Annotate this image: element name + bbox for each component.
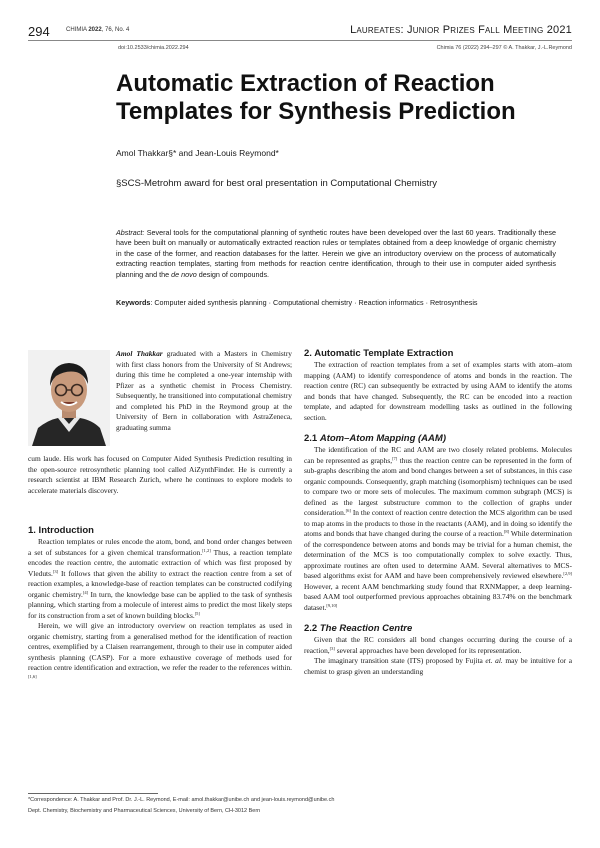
bio-text-continued: cum laude. His work has focused on Computer Aided Synthesis Prediction resulting in the open-source retrosynthetic planning tool called AiZynthFinder. He is currently a research scientist at IBM Research Zurich, where he continues to explore models to accelerate materials discovery. <box>28 454 292 495</box>
citation-ref[interactable]: [6] <box>345 508 351 513</box>
heading-template-extraction: 2. Automatic Template Extraction <box>304 348 454 359</box>
portrait-icon <box>28 350 110 446</box>
author-photo <box>28 350 110 446</box>
rc-paragraph-1: Given that the RC considers all bond changes occurring during the course of a reaction,[3] several approaches have been developed for its representation. <box>304 635 572 655</box>
bio-text: graduated with a Masters in Chemistry with first class honors from the University of St Andrews; during this time he completed a one-year internship with Pfizer as a synthetic chemist in Process Chemistry. Subsequently, he transitioned into computational chemistry and completed his PhD in the Reymond group at the University of Bern in collaboration with AstraZeneca, graduating summa <box>116 349 292 432</box>
citation-ref[interactable]: [1,2] <box>202 547 211 553</box>
citation-ref[interactable]: [4] <box>82 589 89 595</box>
authors: Amol Thakkar§* and Jean-Louis Reymond* <box>116 148 279 158</box>
citation: Chimia 76 (2022) 294–297 © A. Thakkar, J.-L.Reymond <box>436 45 572 51</box>
citation-ref[interactable]: [3] <box>52 568 59 574</box>
citation-ref[interactable]: [8] <box>503 529 510 534</box>
citation-ref[interactable]: [7] <box>392 455 398 461</box>
header-rule <box>28 40 572 41</box>
intro-paragraph-2: Herein, we will give an introductory overview on reaction templates as used in organic chemistry, starting from a generalised method for the identification of reaction centres, exemplified by a Claisen rearrangement, through to their use in computer aided synthesis planning (CASP). For a more exhaustive coverage of methods used for reaction centre identification and extraction, we refer the reader to the references within.[1,6] <box>28 621 292 679</box>
keywords <box>116 298 536 308</box>
extraction-paragraph: The extraction of reaction templates from a set of examples starts with atom–atom mapping (AAM) to identify correspondence of atoms and bonds in the reaction. The reaction centre (RC) can subsequently be extracted by using AAM to identify the atoms and bonds that have changed. Subsequently, the RC can be encoded into a reaction template, and adapted for downstream modelling tasks as outlined in the following section. <box>304 360 572 422</box>
abstract <box>116 228 556 280</box>
doi[interactable]: doi:10.2533/chimia.2022.294 <box>118 45 189 51</box>
citation-ref[interactable]: [9,10] <box>326 602 338 608</box>
template-extraction-section <box>304 348 572 677</box>
keywords-label: Keywords <box>116 298 151 307</box>
bio-text-bottom <box>28 454 292 496</box>
bio-name: Amol Thakkar <box>116 349 163 358</box>
keywords-text: : Computer aided synthesis planning · Computational chemistry · Reaction informatics · Retrosynthesis <box>150 298 478 307</box>
bio-text-top <box>116 349 292 433</box>
heading-introduction: 1. Introduction <box>28 525 94 536</box>
journal-year: 2022 <box>88 27 102 33</box>
citation-ref[interactable]: [2,9] <box>563 571 572 576</box>
award-note: §SCS-Metrohm award for best oral presentation in Computational Chemistry <box>116 178 438 189</box>
heading-aam: 2.1 Atom–Atom Mapping (AAM) <box>304 433 446 444</box>
journal-info <box>66 27 129 33</box>
heading-reaction-centre: 2.2 The Reaction Centre <box>304 623 413 634</box>
article-title: Automatic Extraction of Reaction Templates for Synthesis Prediction <box>116 70 516 125</box>
page-number: 294 <box>28 24 50 39</box>
intro-paragraph-1: Reaction templates or rules encode the atom, bond, and bond order changes between a set of substances for a given chemical transformation.[1,2] Thus, a reaction template encodes the reaction centre, the automatic extraction of which was first proposed by Vleduts.[3] It follows that given the ability to extract the reaction centre from a set of reaction examples, a knowledge-base of reaction templates can be constructed codifying organic chemistry.[4] In turn, the knowledge base can be applied to the task of synthesis planning, which starting from a molecule of interest aims to predict the most likely steps for its construction from a set of known building blocks.[5] <box>28 537 292 620</box>
abstract-italic: de novo <box>171 269 197 279</box>
footnote-rule <box>28 793 158 794</box>
abstract-text: Several tools for the computational planning of synthetic routes have been developed over the last 60 years. Traditionally these have been built on manually or automatically extracted reaction rules or templates obtained from a deep knowledge of organic chemistry in the case of the former, and reaction databases for the latter. Herein we give an introductory overview on the process of automatically extracting reaction templates, starting from methods for reaction centre identification, through to their use in computer aided synthesis planning and the <box>116 228 556 279</box>
aam-paragraph: The identification of the RC and AAM are two closely related problems. Molecules can be represented as graphs,[7] thus the reaction centre can be represented in the form of sub-graphs describing the atom and bond changes between a set of substances, in this case organic compounds. Consequently, graph matching (isomorphism) techniques can be used to compare two or more sets of molecules. The maximum common subgraph (MCS) is defined as the largest substructure common to the collection of graphs under consideration.[6] In the context of reaction centre detection the MCS algorithm can be used to map atoms in the products to those in the reactants (AAM), and in doing so identify the atoms and bonds that have changed during the course of a reaction.[8] While determination of the correspondence between atoms and bonds may be trivial for a human chemist, the determination of the MCS is too computationally complex to solve exactly. Thus, approximate routines are often used to determine AAM. Several alternatives to MCS-based algorithms exist for AAM and have been comprehensively reviewed elsewhere.[2,9] However, a recent AAM benchmarking study found that RXNMapper, a deep learning-based AAM tool outperformed previous approaches obtaining 83.74% on the benchmark dataset.[9,10] <box>304 445 572 612</box>
abstract-label: Abstract: <box>116 228 145 237</box>
citation-ref[interactable]: [3] <box>329 645 335 651</box>
introduction-section <box>28 525 292 684</box>
correspondence-footnote: *Correspondence: A. Thakkar and Prof. Dr. J.-L. Reymond, E-mail: amol.thakkar@unibe.ch and jean-louis.reymond@unibe.ch <box>28 797 335 803</box>
running-head <box>28 24 572 40</box>
abstract-text-end: design of compounds. <box>196 269 270 279</box>
section-title: Laureates: Junior Prizes Fall Meeting 2021 <box>350 24 572 36</box>
rc-paragraph-2: The imaginary transition state (ITS) proposed by Fujita et. al. may be intuitive for a chemist to grasp given an understanding <box>304 656 572 676</box>
citation-ref[interactable]: [5] <box>194 610 200 616</box>
citation-ref[interactable]: [1,6] <box>28 673 37 679</box>
journal-volume: , 76, No. 4 <box>101 27 130 33</box>
journal-name: CHIMIA <box>66 27 87 33</box>
affiliation-footnote: Dept. Chemistry, Biochemistry and Pharmaceutical Sciences, University of Bern, CH-3012 Bern <box>28 808 261 814</box>
